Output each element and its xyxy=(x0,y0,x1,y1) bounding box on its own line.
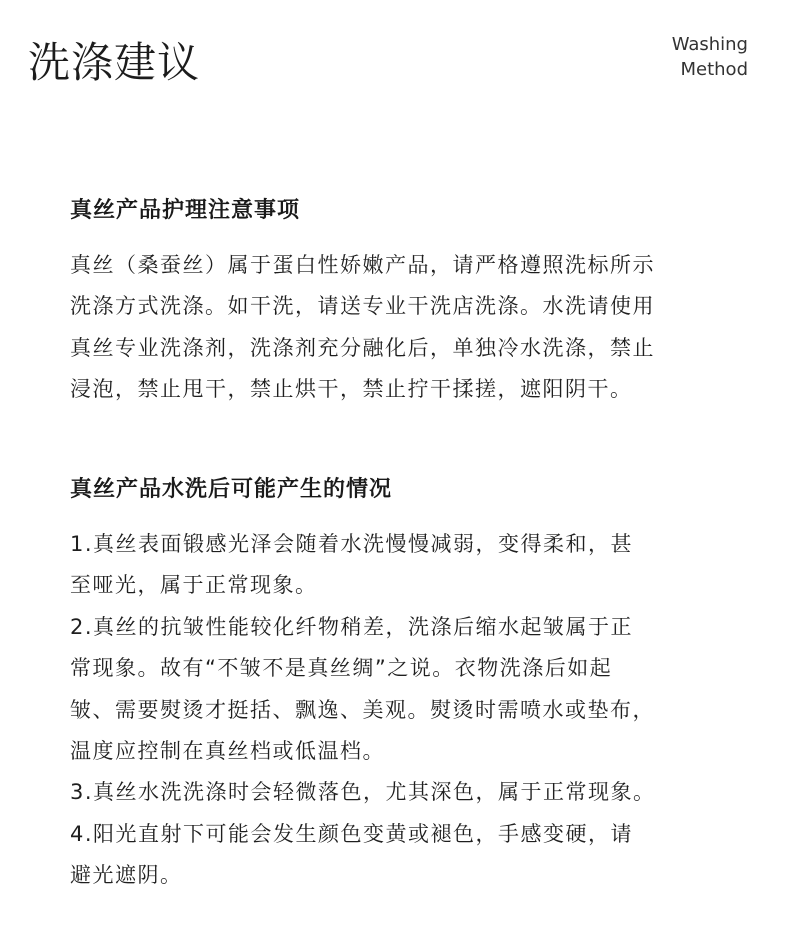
section-heading-after-wash: 真丝产品水洗后可能产生的情况 xyxy=(70,477,393,502)
care-notes-paragraph xyxy=(70,245,730,411)
after-wash-paragraph xyxy=(70,524,730,897)
after-wash-line: 4.阳光直射下可能会发生颜色变黄或褪色，手感变硬，请 xyxy=(70,821,634,846)
after-wash-line: 3.真丝水洗洗涤时会轻微落色，尤其深色，属于正常现象。 xyxy=(70,780,656,805)
page-subtitle xyxy=(672,32,748,82)
after-wash-line: 避光遮阴。 xyxy=(70,863,183,888)
care-notes-line: 真丝专业洗涤剂，洗涤剂充分融化后，单独冷水洗涤，禁止 xyxy=(70,335,655,360)
subtitle-line-2: Method xyxy=(680,59,748,80)
after-wash-line: 2.真丝的抗皱性能较化纤物稍差，洗涤后缩水起皱属于正 xyxy=(70,614,634,639)
after-wash-line: 常现象。故有“不皱不是真丝绸”之说。衣物洗涤后如起 xyxy=(70,656,613,681)
after-wash-line: 温度应控制在真丝档或低温档。 xyxy=(70,739,385,764)
care-notes-line: 浸泡，禁止甩干，禁止烘干，禁止拧干揉搓，遮阳阴干。 xyxy=(70,377,633,402)
after-wash-line: 至哑光，属于正常现象。 xyxy=(70,573,318,598)
after-wash-line: 1.真丝表面锻感光泽会随着水洗慢慢减弱，变得柔和，甚 xyxy=(70,532,634,556)
page-title: 洗涤建议 xyxy=(28,38,201,87)
care-notes-line: 真丝（桑蚕丝）属于蛋白性娇嫩产品，请严格遵照洗标所示 xyxy=(70,253,655,277)
care-notes-line: 洗涤方式洗涤。如干洗，请送专业干洗店洗涤。水洗请使用 xyxy=(70,294,655,319)
after-wash-line: 皱、需要熨烫才挺括、飘逸、美观。熨烫时需喷水或垫布， xyxy=(70,697,655,722)
subtitle-line-1: Washing xyxy=(671,34,748,55)
section-heading-care-notes: 真丝产品护理注意事项 xyxy=(70,198,301,223)
